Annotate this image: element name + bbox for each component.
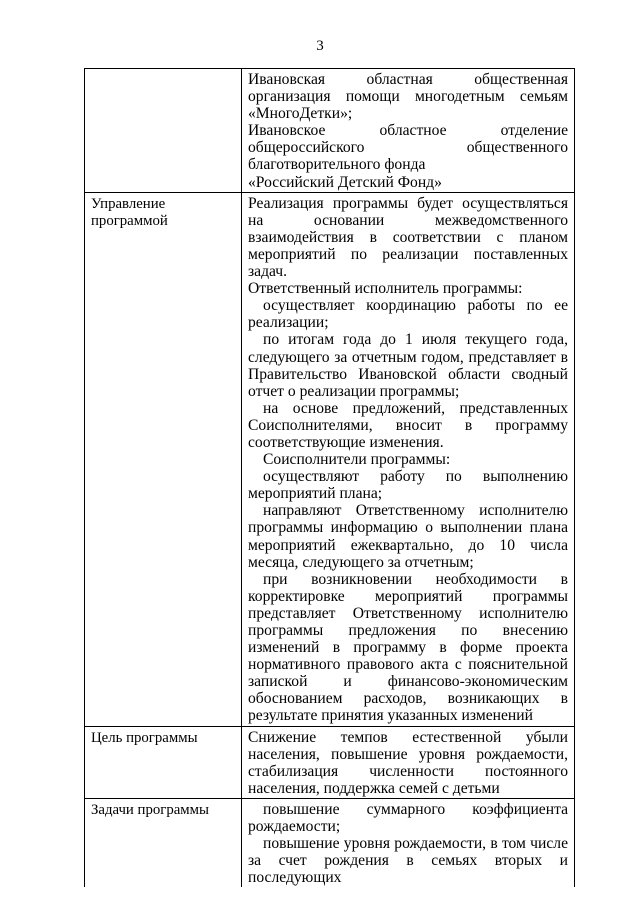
table-row-management <box>85 192 575 726</box>
management-paragraph: Реализация программы будет осуществляться на основании межведомственного взаимодействия в соответствии с планом мероприятий по реализации поставленных задач. <box>248 194 568 281</box>
management-content-cell <box>242 192 575 726</box>
tasks-paragraph: повышение уровня рождаемости, в том числе за счет рождения в семьях вторых и последующих <box>248 835 568 887</box>
table-row-goal <box>85 726 575 798</box>
management-paragraph: при возникновении необходимости в корректировке мероприятий программы представляет Ответственному исполнителю программы предложения по внесению изменений в программу в форме проекта нормативного правового акта с пояснительной запиской и финансово-экономическим обоснованием расходов, возникающих в результате принятия указанных изменений <box>248 570 568 725</box>
management-paragraph: Ответственный исполнитель программы: <box>248 280 523 298</box>
goal-content-cell <box>242 726 575 798</box>
participants-line: «Российский Детский Фонд» <box>248 173 442 191</box>
management-label-cell: Управление программой <box>85 192 242 726</box>
tasks-paragraph: повышение суммарного коэффициента рождаемости; <box>248 800 568 836</box>
participants-label-cell <box>85 69 242 193</box>
program-passport-table <box>84 68 575 887</box>
table-row-participants <box>85 69 575 193</box>
goal-text: Снижение темпов естественной убыли населения, повышение уровня рождаемости, стабилизация численности постоянного населения, поддержка семей с детьми <box>248 728 568 797</box>
goal-label-cell: Цель программы <box>85 726 242 798</box>
tasks-label-cell: Задачи программы <box>85 798 242 887</box>
management-paragraph: осуществляют работу по выполнению мероприятий плана; <box>248 468 568 503</box>
participants-line: Ивановское областное отделение общероссийского общественного благотворительного фонда <box>248 122 568 174</box>
management-paragraph: на основе предложений, представленных Соисполнителями, вносит в программу соответствующие изменения. <box>248 399 568 451</box>
management-paragraph: осуществляет координацию работы по ее реализации; <box>248 297 568 332</box>
management-paragraph: направляют Ответственному исполнителю программы информацию о выполнении плана мероприятий ежеквартально, до 10 числа месяца, следующего за отчетным; <box>248 502 568 571</box>
table-row-tasks <box>85 798 575 887</box>
participants-content-cell <box>242 69 575 193</box>
management-paragraph: Соисполнители программы: <box>263 451 451 469</box>
page-number: 3 <box>316 38 324 54</box>
tasks-content-cell <box>242 798 575 887</box>
participants-line: Ивановская областная общественная организация помощи многодетным семьям «МногоДетки»; <box>248 71 568 123</box>
management-paragraph: по итогам года до 1 июля текущего года, следующего за отчетным годом, представляет в Правительство Ивановской области сводный отчет о реализации программы; <box>248 331 568 400</box>
